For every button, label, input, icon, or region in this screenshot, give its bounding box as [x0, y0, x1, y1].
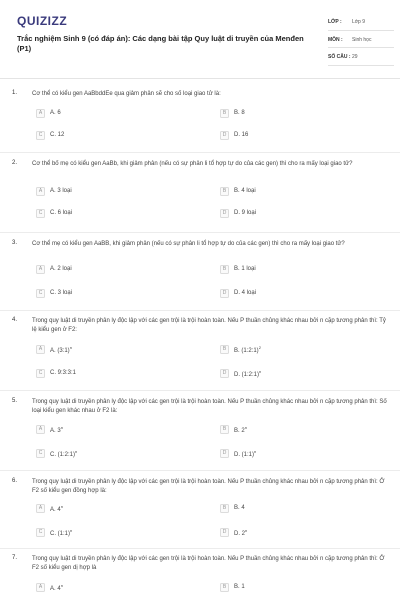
option-letter-badge: B	[220, 265, 229, 274]
question-number: 4.	[12, 317, 18, 323]
option-letter-badge: C	[36, 209, 45, 218]
option-letter-badge: D	[220, 369, 229, 378]
option-text	[234, 369, 261, 378]
option-letter-badge: A	[36, 583, 45, 592]
meta-value: Sinh học	[352, 36, 372, 43]
meta-row-count	[328, 51, 394, 66]
answer-option-c[interactable]	[32, 286, 182, 300]
option-text-main: B. 2	[234, 427, 245, 434]
worksheet-title: Trắc nghiệm Sinh 9 (có đáp án): Các dạng bài tập Quy luật di truyền của Menđen (P1)	[17, 34, 304, 53]
option-text	[50, 449, 77, 458]
option-text	[50, 504, 63, 513]
option-text	[50, 266, 72, 272]
option-text	[50, 188, 72, 194]
option-letter-badge: D	[220, 131, 229, 140]
option-text-main: C. (1:2:1)	[50, 451, 76, 458]
option-text-main: C. 3 loại	[50, 290, 73, 296]
option-text	[50, 210, 72, 216]
option-exponent: n	[259, 368, 262, 374]
option-letter-badge: D	[220, 449, 229, 458]
option-text-main: C. 9:3:3:1	[50, 370, 77, 376]
answer-option-c[interactable]	[32, 446, 182, 460]
header-divider	[0, 78, 400, 79]
option-letter-badge: B	[220, 583, 229, 592]
option-text-main: D. 16	[234, 132, 249, 138]
option-text-main: A. 2 loại	[50, 266, 72, 272]
answer-option-c[interactable]	[32, 366, 182, 380]
answer-option-c[interactable]	[32, 206, 182, 220]
answer-option-a[interactable]	[32, 184, 182, 198]
option-text	[50, 290, 72, 296]
answer-option-a[interactable]	[32, 342, 182, 356]
option-letter-badge: C	[36, 528, 45, 537]
meta-row-subject	[328, 34, 394, 49]
answer-option-a[interactable]	[32, 422, 182, 436]
answer-option-b[interactable]	[216, 106, 366, 120]
worksheet-header	[12, 10, 388, 72]
option-text	[50, 425, 63, 434]
question-number: 6.	[12, 478, 18, 484]
option-text	[234, 290, 256, 296]
quizizz-logo: QUIZIZZ	[17, 14, 68, 28]
option-exponent: n	[245, 527, 248, 533]
option-text-main: D. 2	[234, 530, 246, 537]
answer-option-d[interactable]	[216, 206, 366, 220]
option-text	[50, 132, 64, 138]
option-exponent: n	[60, 582, 63, 588]
question-number: 1.	[12, 90, 18, 96]
option-letter-badge: A	[36, 345, 45, 354]
option-letter-badge: B	[220, 504, 229, 513]
question-number: 3.	[12, 240, 18, 246]
answer-option-b[interactable]	[216, 262, 366, 276]
question-separator	[0, 152, 400, 153]
option-text	[234, 449, 256, 458]
option-letter-badge: D	[220, 209, 229, 218]
option-text-main: A. 3	[50, 427, 61, 434]
option-letter-badge: B	[220, 345, 229, 354]
question-text: Cơ thể bố mẹ có kiểu gen AaBb, khi giảm phân (nếu có sự phân li tổ hợp tự do của các gen) thì cho ra mấy loại giao tử?	[32, 161, 353, 167]
worksheet-meta	[328, 16, 394, 69]
option-text-main: A. 3 loại	[50, 188, 72, 194]
question-separator	[0, 310, 400, 311]
option-text	[234, 584, 245, 590]
meta-row-grade	[328, 16, 394, 31]
option-text-main: A. 4	[50, 585, 61, 592]
option-text	[50, 528, 72, 537]
option-text	[234, 345, 261, 354]
answer-option-a[interactable]	[32, 262, 182, 276]
question-text: Trong quy luật di truyền phân ly độc lập với các gen trội là trội hoàn toàn. Nếu P thuần chủng khác nhau bởi n cặp tương phản thì: Số loại kiểu gen khác nhau ở F2 là:	[32, 399, 387, 414]
question-separator	[0, 232, 400, 233]
option-text	[50, 370, 76, 376]
option-text	[234, 210, 256, 216]
option-text	[234, 132, 248, 138]
option-exponent: n	[70, 527, 73, 533]
option-text-main: C. (1:1)	[50, 530, 71, 537]
option-text-main: B. 8	[234, 110, 245, 116]
question-text: Trong quy luật di truyền phân ly độc lập với các gen trội là trội hoàn toàn. Nếu P thuần chủng khác nhau bởi n cặp tương phản thì: Tỷ lệ kiểu gen ở F2:	[32, 318, 386, 333]
option-letter-badge: B	[220, 187, 229, 196]
option-text	[234, 528, 247, 537]
option-text-main: D. 9 loại	[234, 210, 257, 216]
option-text-main: C. 12	[50, 132, 65, 138]
option-letter-badge: A	[36, 425, 45, 434]
answer-option-b[interactable]	[216, 342, 366, 356]
option-text-main: B. 4 loại	[234, 188, 256, 194]
answer-option-a[interactable]	[32, 106, 182, 120]
option-text-main: D. 4 loại	[234, 290, 257, 296]
option-letter-badge: A	[36, 187, 45, 196]
meta-value: 29	[352, 54, 358, 60]
option-letter-badge: D	[220, 528, 229, 537]
option-exponent: n	[60, 503, 63, 509]
option-letter-badge: B	[220, 425, 229, 434]
meta-value: Lớp 9	[352, 19, 366, 25]
answer-option-d[interactable]	[216, 128, 366, 142]
option-letter-badge: A	[36, 504, 45, 513]
option-letter-badge: C	[36, 369, 45, 378]
option-exponent: n	[75, 448, 78, 454]
option-text-main: C. 6 loại	[50, 210, 73, 216]
option-exponent: n	[69, 344, 72, 350]
option-text-main: D. (1:1)	[234, 451, 255, 458]
option-text-main: B. (1:2:1)	[234, 347, 259, 354]
answer-option-d[interactable]	[216, 366, 366, 380]
question-separator	[0, 470, 400, 471]
option-letter-badge: A	[36, 265, 45, 274]
question-number: 5.	[12, 398, 18, 404]
option-text-main: A. 4	[50, 506, 61, 513]
option-text-main: B. 1	[234, 584, 245, 590]
meta-label: LỚP :	[328, 19, 342, 25]
answer-option-c[interactable]	[32, 128, 182, 142]
option-text	[234, 188, 256, 194]
option-text-main: D. (1:2:1)	[234, 371, 260, 378]
question-separator	[0, 548, 400, 549]
question-number: 2.	[12, 160, 18, 166]
option-letter-badge: C	[36, 131, 45, 140]
option-text	[50, 583, 63, 592]
option-exponent: n	[244, 424, 247, 430]
option-text	[50, 110, 61, 116]
option-letter-badge: C	[36, 289, 45, 298]
option-letter-badge: A	[36, 109, 45, 118]
answer-option-b[interactable]	[216, 422, 366, 436]
answer-option-d[interactable]	[216, 525, 366, 539]
question-text: Trong quy luật di truyền phân ly độc lập với các gen trội là trội hoàn toàn. Nếu P thuần chủng khác nhau bởi n cặp tương phản thì: Ở F2 số kiểu gen dị hợp là	[32, 556, 385, 571]
option-text-main: A. (3:1)	[50, 347, 70, 354]
answer-option-c[interactable]	[32, 525, 182, 539]
option-text-main: B. 1 loại	[234, 266, 256, 272]
option-exponent: 2	[258, 344, 261, 350]
answer-option-a[interactable]	[32, 580, 182, 594]
option-text-main: B. 4	[234, 505, 245, 511]
option-text	[234, 425, 247, 434]
option-text	[234, 505, 245, 511]
option-letter-badge: C	[36, 449, 45, 458]
answer-option-b[interactable]	[216, 580, 366, 594]
question-text: Cơ thể mẹ có kiểu gen AaBB, khi giảm phân (nếu có sự phân li tổ hợp tự do của các gen) thì cho ra mấy loại giao tử?	[32, 241, 345, 247]
option-text	[234, 266, 256, 272]
answer-option-a[interactable]	[32, 501, 182, 515]
answer-option-b[interactable]	[216, 184, 366, 198]
question-separator	[0, 390, 400, 391]
meta-label: MÔN :	[328, 36, 343, 43]
question-number: 7.	[12, 555, 18, 561]
option-letter-badge: D	[220, 289, 229, 298]
answer-option-b[interactable]	[216, 501, 366, 515]
answer-option-d[interactable]	[216, 446, 366, 460]
option-text	[50, 345, 72, 354]
option-exponent: n	[60, 424, 63, 430]
answer-option-d[interactable]	[216, 286, 366, 300]
question-text: Cơ thể có kiểu gen AaBbddEe qua giảm phân sẽ cho số loại giao tử là:	[32, 91, 221, 97]
option-exponent: n	[254, 448, 257, 454]
option-text-main: A. 6	[50, 110, 61, 116]
question-text: Trong quy luật di truyền phân ly độc lập với các gen trội là trội hoàn toàn. Nếu P thuần chủng khác nhau bởi n cặp tương phản thì: Ở F2 số kiểu gen đồng hợp là:	[32, 479, 385, 494]
option-text	[234, 110, 245, 116]
meta-label: SỐ CÂU :	[328, 54, 351, 60]
option-letter-badge: B	[220, 109, 229, 118]
